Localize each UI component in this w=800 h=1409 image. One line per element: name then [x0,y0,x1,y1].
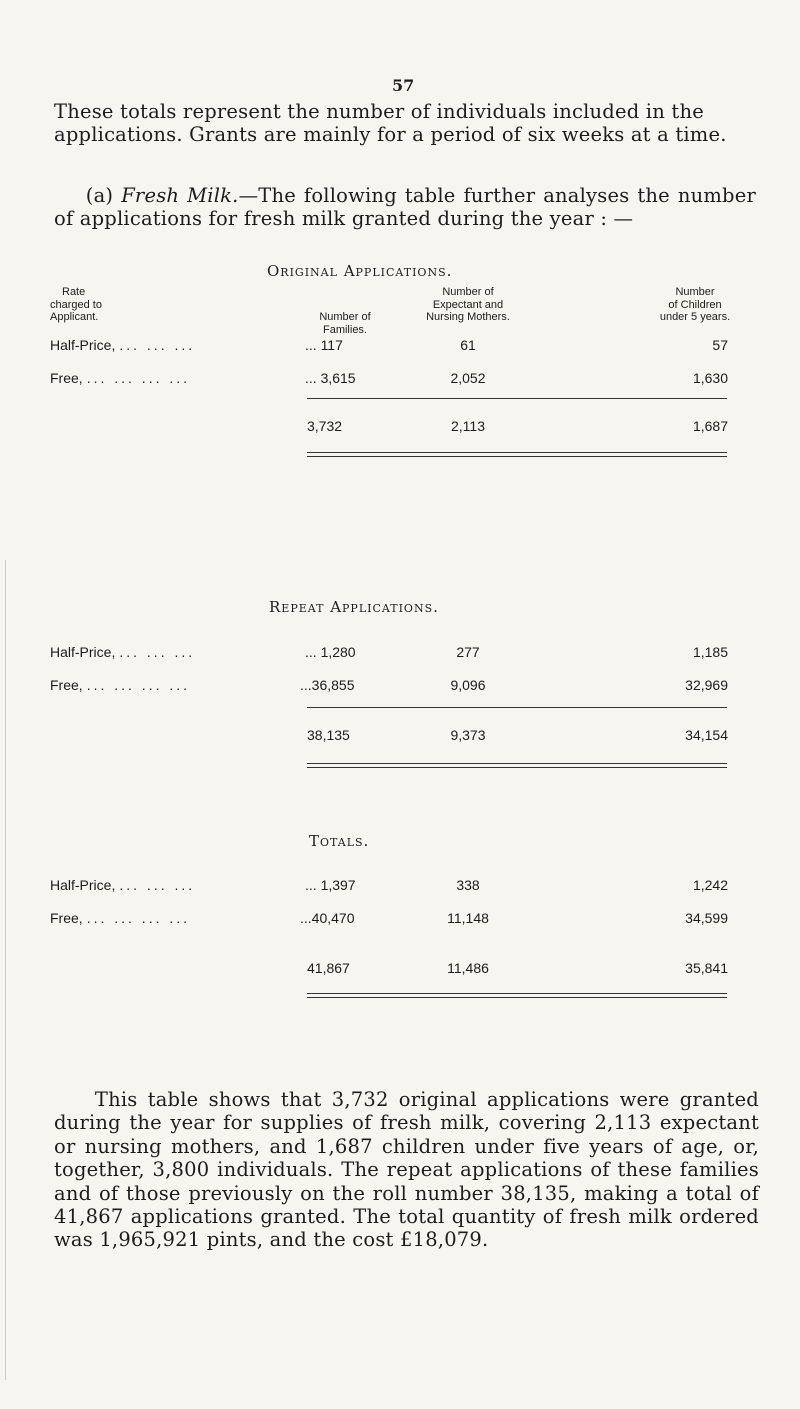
cell-children: 57 [712,337,728,353]
cell-children: 32,969 [685,677,728,693]
cell-children: 34,599 [685,910,728,926]
cell-mothers: 338 [456,877,480,893]
header-children [640,286,750,324]
table-double-rule [307,763,727,768]
page-number: 57 [392,76,415,95]
total-children: 35,841 [685,960,728,976]
total-families: 41,867 [307,960,350,976]
header-mothers [408,286,528,324]
header-mothers-line: Number of [442,286,494,298]
total-mothers: 2,113 [451,418,485,434]
section-title-original: Original Applications. [267,262,453,280]
cell-mothers: 61 [460,337,476,353]
table-rule [307,398,727,399]
header-rate-line: Applicant. [50,311,99,323]
row-label-text: Half-Price, [50,644,116,660]
summary-text: This table shows that 3,732 original applications were granted during the year for supplies of fresh milk, covering 2,113 expectant or nursing mothers, and 1,687 children under five years of age, or, together, 3,800 individuals. The repeat applications of these families and of those previously on the roll number 38,135, making a total of 41,867 applications granted. The total quantity of fresh milk ordered was 1,965,921 pints, and the cost £18,079. [54,1088,759,1252]
leader-dots: ... ... ... [119,644,196,660]
fresh-milk-text: —The following table further analyses the number of applications for fresh milk granted during the year : — [54,184,756,230]
section-title-totals: Totals. [309,832,370,850]
cell-value: 36,855 [311,677,355,693]
row-label [50,877,195,893]
row-label-text: Half-Price, [50,337,116,353]
row-label [50,370,190,386]
total-children: 34,154 [685,727,728,743]
total-families: 3,732 [307,418,343,434]
header-rate [50,286,130,324]
cell-families: ...40,470 [300,910,355,926]
total-mothers: 9,373 [450,727,486,743]
row-label-text: Half-Price, [50,877,116,893]
cell-children: 1,242 [692,877,728,893]
cell-children: 1,185 [692,644,728,660]
row-label [50,337,195,353]
leader-dots: ... ... ... ... [86,910,191,926]
cell-value: 1,280 [320,644,356,660]
header-families-line: Number of [319,311,371,323]
header-rate-line: Rate [62,286,86,298]
cell-value: 3,615 [320,370,356,386]
fresh-milk-label: Fresh Milk. [121,184,239,207]
table-double-rule [307,993,727,998]
cell-mothers: 277 [456,644,480,660]
cell-families: ... 117 [305,337,343,353]
row-label [50,644,195,660]
row-label [50,910,190,926]
header-children-line: of Children [668,298,722,311]
header-families [290,311,400,336]
cell-families: ... 1,397 [305,877,356,893]
total-mothers: 11,486 [447,960,489,976]
cell-mothers: 9,096 [450,677,486,693]
header-children-line: under 5 years. [659,311,731,323]
cell-families: ... 1,280 [305,644,356,660]
cell-families: ...36,855 [300,677,355,693]
summary-paragraph [54,1088,759,1252]
cell-families: ... 3,615 [305,370,356,386]
cell-value: 117 [320,337,343,353]
cell-mothers: 11,148 [447,910,489,926]
row-label-text: Free, [50,910,83,926]
section-title-repeat: Repeat Applications. [269,598,439,616]
leader-dots: ... ... ... ... [86,677,191,693]
header-mothers-line: Expectant and [432,298,504,311]
fresh-milk-paragraph [54,184,756,230]
leader-dots: ... ... ... [119,337,196,353]
row-label-text: Free, [50,370,83,386]
cell-value: 40,470 [311,910,355,926]
header-children-line: Number [675,286,715,298]
intro-paragraph: These totals represent the number of individuals included in the applications. Grants are mainly for a period of six weeks at a time. [54,100,727,146]
leader-dots: ... ... ... [119,877,196,893]
header-families-line: Families. [322,323,367,336]
section-marker: (a) [85,184,114,207]
row-label-text: Free, [50,677,83,693]
row-label [50,677,190,693]
cell-children: 1,630 [692,370,728,386]
table-double-rule [307,452,727,457]
total-children: 1,687 [692,418,728,434]
cell-mothers: 2,052 [450,370,486,386]
header-rate-line: charged to [50,298,102,311]
table-rule [307,707,727,708]
total-families: 38,135 [307,727,350,743]
leader-dots: ... ... ... ... [86,370,191,386]
page-edge-shadow [5,560,6,1380]
header-mothers-line: Nursing Mothers. [426,311,510,323]
cell-value: 1,397 [320,877,356,893]
